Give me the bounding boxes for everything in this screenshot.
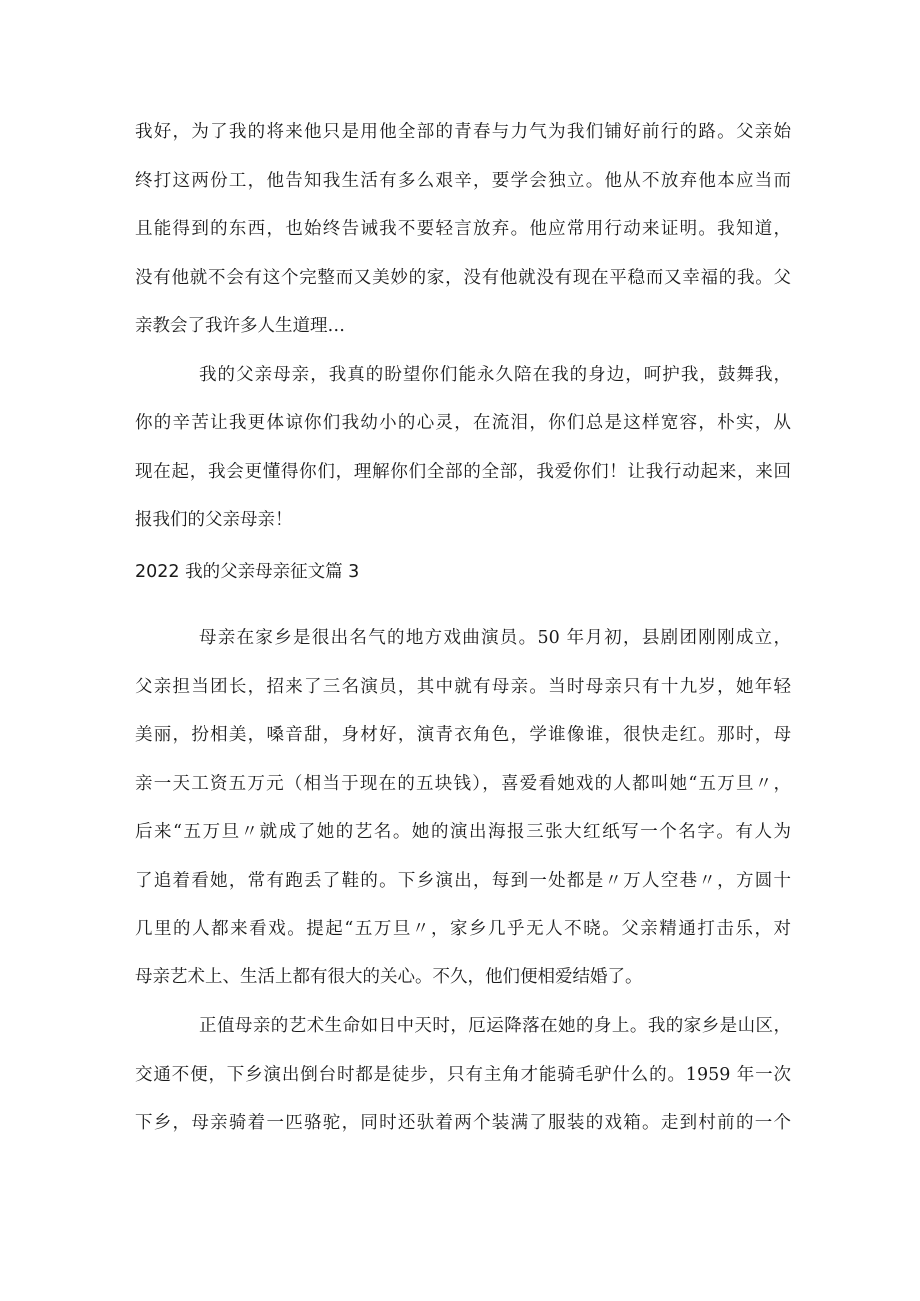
paragraph-3-line-6: 了追着看她，常有跑丢了鞋的。下乡演出，每到一处都是〃万人空巷〃，方圆十 bbox=[135, 871, 791, 891]
paragraph-1-line-2: 终打这两份工，他告知我生活有多么艰辛，要学会独立。他从不放弃他本应当而 bbox=[135, 171, 791, 191]
paragraph-3-line-2: 父亲担当团长，招来了三名演员，其中就有母亲。当时母亲只有十九岁，她年轻 bbox=[135, 677, 791, 697]
paragraph-4-line-1: 正值母亲的艺术生命如日中天时，厄运降落在她的身上。我的家乡是山区， bbox=[199, 1016, 791, 1036]
paragraph-3-line-3: 美丽，扮相美，嗓音甜，身材好，演青衣角色，学谁像谁，很快走红。那时，母 bbox=[135, 725, 791, 745]
paragraph-2-line-4: 报我们的父亲母亲！ bbox=[135, 510, 293, 530]
section-heading: 2022 我的父亲母亲征文篇 3 bbox=[135, 562, 360, 582]
paragraph-2-line-2: 你的辛苦让我更体谅你们我幼小的心灵，在流泪，你们总是这样宽容，朴实，从 bbox=[135, 413, 791, 433]
paragraph-3-line-7: 几里的人都来看戏。提起“五万旦〃，家乡几乎无人不晓。父亲精通打击乐，对 bbox=[135, 919, 791, 939]
paragraph-2-line-1: 我的父亲母亲，我真的盼望你们能永久陪在我的身边，呵护我，鼓舞我， bbox=[199, 365, 791, 385]
paragraph-3-line-5: 后来“五万旦〃就成了她的艺名。她的演出海报三张大红纸写一个名字。有人为 bbox=[135, 822, 791, 842]
paragraph-1-line-5: 亲教会了我许多人生道理… bbox=[135, 316, 345, 336]
paragraph-1-line-4: 没有他就不会有这个完整而又美妙的家，没有他就没有现在平稳而又幸福的我。父 bbox=[135, 268, 791, 288]
paragraph-3-line-1: 母亲在家乡是很出名气的地方戏曲演员。50 年月初，县剧团刚刚成立， bbox=[199, 628, 791, 648]
paragraph-4-line-3: 下乡，母亲骑着一匹骆驼，同时还驮着两个装满了服装的戏箱。走到村前的一个 bbox=[135, 1113, 791, 1133]
paragraph-4-line-2: 交通不便，下乡演出倒台时都是徒步，只有主角才能骑毛驴什么的。1959 年一次 bbox=[135, 1065, 791, 1085]
paragraph-1-line-3: 且能得到的东西，也始终告诫我不要轻言放弃。他应常用行动来证明。我知道， bbox=[135, 219, 791, 239]
paragraph-2-line-3: 现在起，我会更懂得你们，理解你们全部的全部，我爱你们！让我行动起来，来回 bbox=[135, 462, 791, 482]
paragraph-1-line-1: 我好，为了我的将来他只是用他全部的青春与力气为我们铺好前行的路。父亲始 bbox=[135, 122, 791, 142]
paragraph-3-line-4: 亲一天工资五万元（相当于现在的五块钱），喜爱看她戏的人都叫她“五万旦〃， bbox=[135, 774, 791, 794]
paragraph-3-line-8: 母亲艺术上、生活上都有很大的关心。不久，他们便相爱结婚了。 bbox=[135, 967, 643, 987]
